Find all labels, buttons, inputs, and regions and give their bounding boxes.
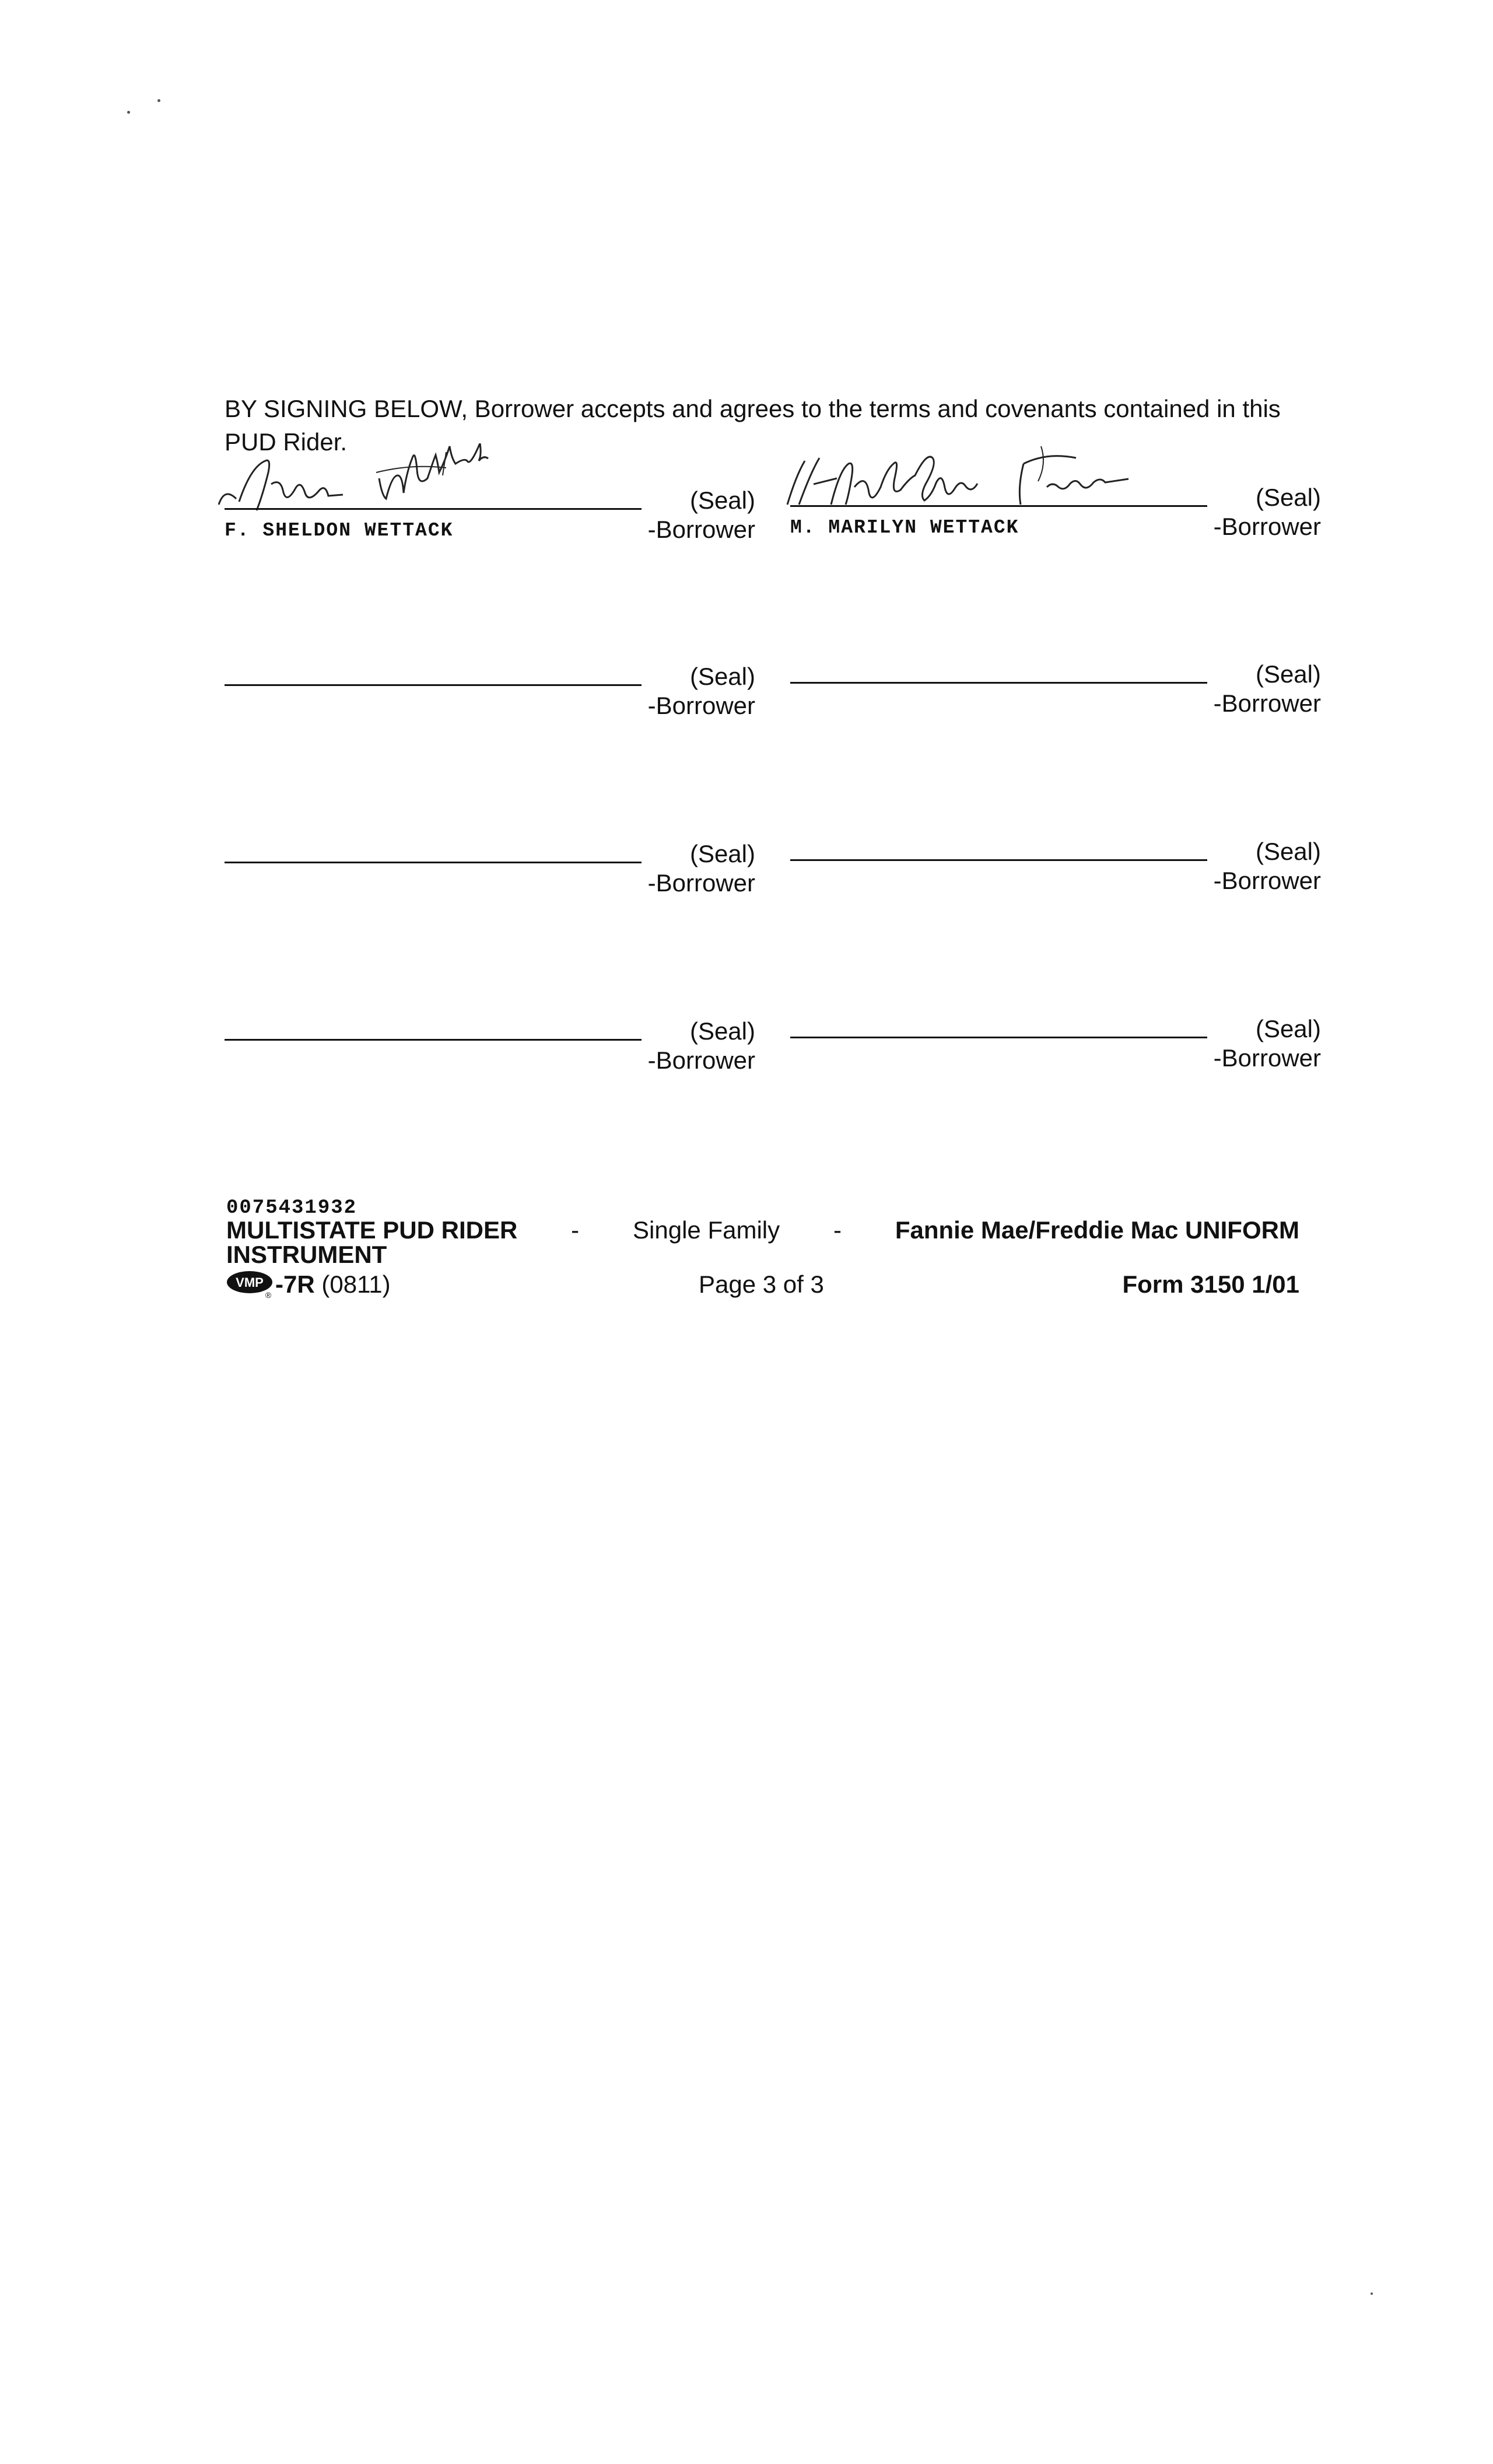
form-title-line-2: INSTRUMENT <box>226 1241 387 1268</box>
borrower-label: -Borrower <box>647 1046 755 1074</box>
seal-label: (Seal) <box>1255 660 1321 688</box>
vmp-form-code <box>226 1270 391 1298</box>
signature-block-4 <box>790 640 1321 740</box>
form-footer-row <box>226 1270 1299 1306</box>
vmp-logo-icon <box>226 1270 275 1298</box>
form-title-agency: Fannie Mae/Freddie Mac UNIFORM <box>895 1216 1299 1244</box>
intro-paragraph: BY SIGNING BELOW, Borrower accepts and agrees to the terms and covenants contained in this PUD Rider. <box>225 395 1281 456</box>
seal-label: (Seal) <box>1255 484 1321 511</box>
borrower-label: -Borrower <box>647 692 755 719</box>
scan-speck <box>1371 2292 1373 2295</box>
borrower-label: -Borrower <box>1213 690 1321 717</box>
signature-block-8 <box>790 995 1321 1094</box>
seal-label: (Seal) <box>1255 1015 1321 1042</box>
form-title <box>226 1218 1299 1267</box>
form-title-name: MULTISTATE PUD RIDER <box>226 1216 518 1244</box>
form-code-date: (0811) <box>321 1270 391 1298</box>
signature-block-7 <box>225 998 755 1097</box>
signature-line <box>790 682 1207 684</box>
borrower-label: -Borrower <box>647 869 755 897</box>
seal-label: (Seal) <box>1255 838 1321 865</box>
registered-mark: ® <box>265 1290 272 1298</box>
signature-block-2 <box>790 464 1321 563</box>
page-number: Page 3 of 3 <box>699 1270 824 1298</box>
signature-block-5 <box>225 820 755 919</box>
signature-line <box>790 859 1207 861</box>
seal-label: (Seal) <box>689 1017 755 1045</box>
form-code: -7R <box>275 1270 315 1298</box>
form-title-line-1 <box>226 1218 1299 1242</box>
loan-number: 0075431932 <box>226 1197 358 1219</box>
signature-line <box>790 1037 1207 1038</box>
signature-line <box>790 505 1207 507</box>
signature-block-3 <box>225 643 755 742</box>
borrower-label: -Borrower <box>647 516 755 543</box>
signer-name: F. SHELDON WETTACK <box>225 520 454 541</box>
signer-name: M. MARILYN WETTACK <box>790 517 1019 538</box>
signature-block-1 <box>225 467 755 566</box>
vmp-logo-text: VMP <box>236 1275 264 1290</box>
signature-line <box>225 862 642 863</box>
scan-speck <box>127 111 130 114</box>
form-title-separator: - <box>833 1216 842 1244</box>
seal-label: (Seal) <box>689 487 755 514</box>
seal-label: (Seal) <box>689 840 755 867</box>
seal-label: (Seal) <box>689 663 755 690</box>
form-number: Form 3150 1/01 <box>1122 1270 1299 1298</box>
borrower-label: -Borrower <box>1213 1044 1321 1072</box>
signature-block-6 <box>790 818 1321 917</box>
scan-speck <box>157 99 160 102</box>
borrower-label: -Borrower <box>1213 513 1321 540</box>
form-title-type: Single Family <box>633 1216 780 1244</box>
signature-line <box>225 684 642 686</box>
borrower-label: -Borrower <box>1213 867 1321 894</box>
form-title-separator: - <box>571 1216 580 1244</box>
signature-line <box>225 1039 642 1041</box>
signature-line <box>225 508 642 510</box>
